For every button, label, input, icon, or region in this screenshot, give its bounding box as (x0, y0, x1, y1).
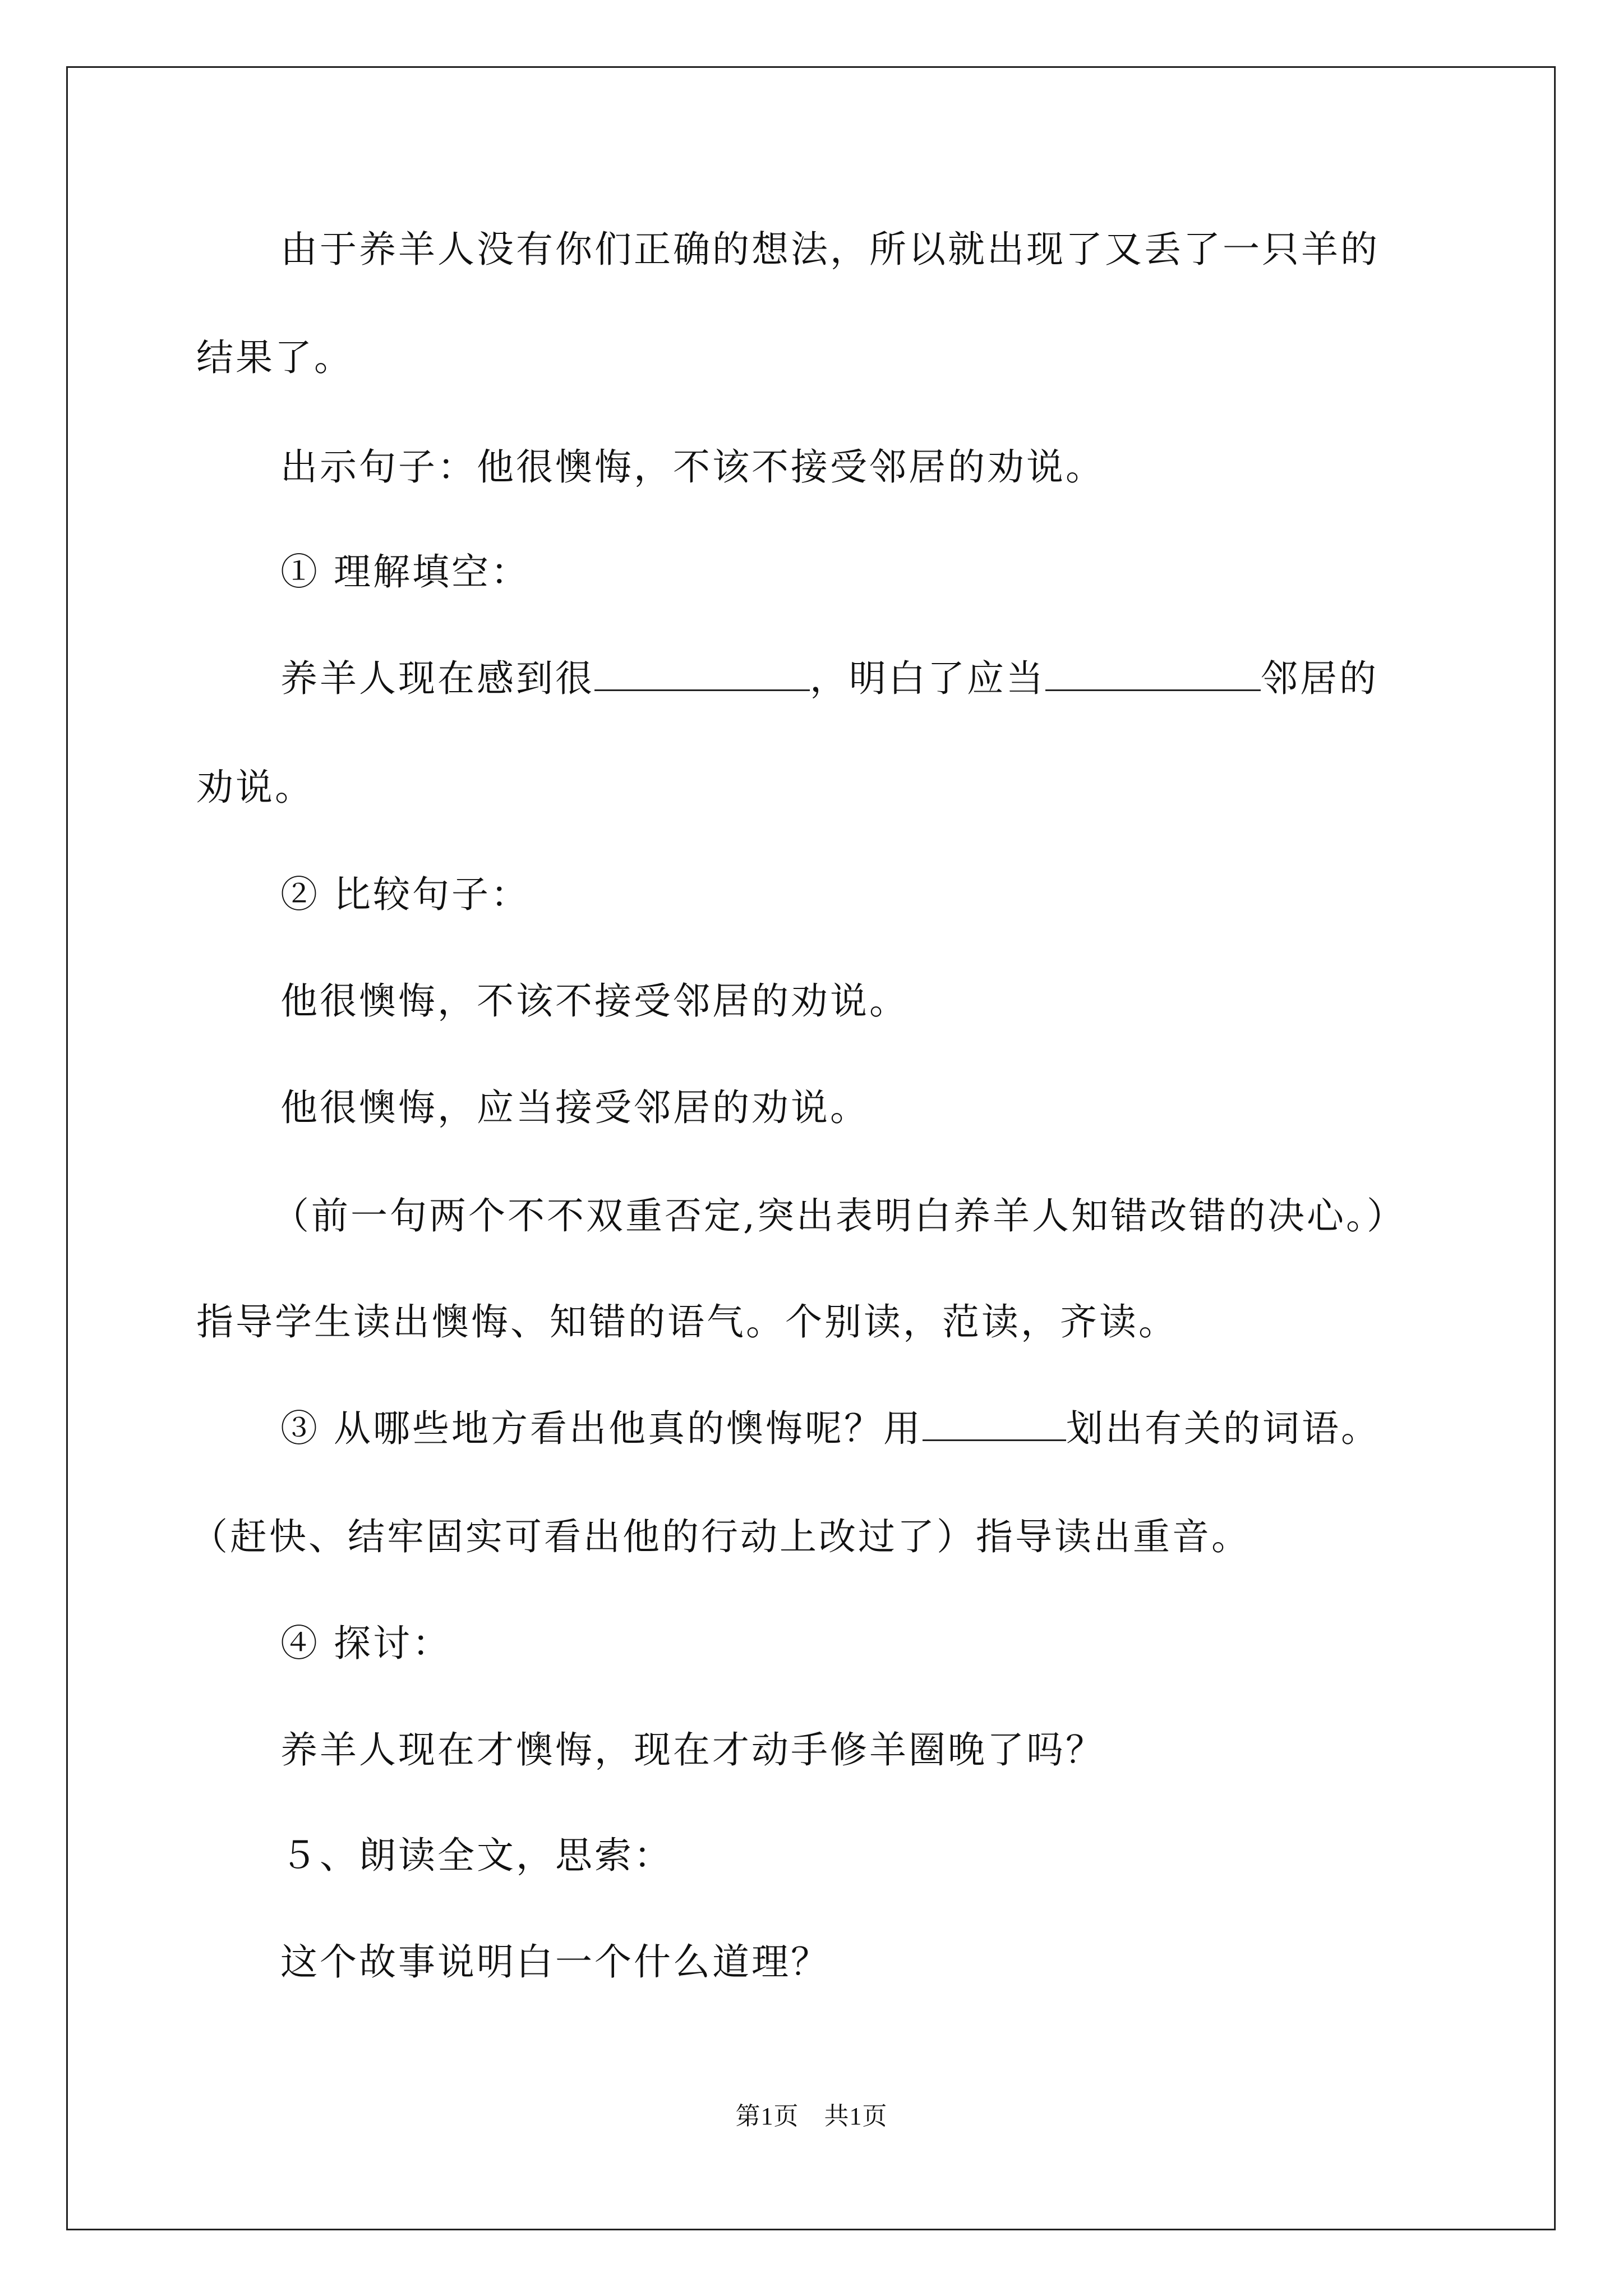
paragraph-line: 出示句子：他很懊悔，不该不接受邻居的劝说。 (280, 445, 1105, 489)
list-item-heading: ① 理解填空： (280, 550, 530, 593)
page-border (66, 66, 1556, 2230)
list-item-heading: ④ 探讨： (280, 1622, 451, 1665)
paragraph-line: 结果了。 (196, 336, 353, 379)
page-number-footer: 第1页 共1页 (735, 2102, 888, 2130)
fill-in-sentence (280, 656, 1378, 701)
paragraph-line: 他很懊悔，应当接受邻居的劝说。 (280, 1086, 869, 1129)
paragraph-line: 指导学生读出懊悔、知错的语气。个别读，范读，齐读。 (196, 1300, 1178, 1343)
sentence-part: 养羊人现在感到很 (280, 657, 594, 700)
sentence-part: 划出有关的词语。 (1066, 1407, 1380, 1450)
answer-blank (594, 657, 810, 691)
paragraph-line: 他很懊悔，不该不接受邻居的劝说。 (280, 979, 909, 1023)
paragraph-line: （前一句两个不不双重否定,突出表明白养羊人知错改错的决心。） (272, 1194, 1406, 1237)
list-item-heading: ② 比较句子： (280, 873, 530, 916)
paragraph-line: （赶快、结牢固实可看出他的行动上改过了）指导读出重音。 (191, 1515, 1251, 1558)
sentence-part: 邻居的 (1261, 657, 1378, 700)
list-item-heading: ５、朗读全文，思索： (280, 1834, 673, 1877)
sentence-part: ，明白了应当 (810, 657, 1045, 700)
paragraph-line: 这个故事说明白一个什么道理？ (280, 1940, 830, 1984)
fill-in-sentence (280, 1406, 1380, 1451)
paragraph-line: 养羊人现在才懊悔，现在才动手修羊圈晚了吗？ (280, 1728, 1105, 1772)
paragraph-line: 由于养羊人没有你们正确的想法，所以就出现了又丢了一只羊的 (280, 228, 1380, 271)
paragraph-line: 劝说。 (196, 766, 314, 809)
sentence-part: ③ 从哪些地方看出他真的懊悔呢？用 (280, 1407, 923, 1450)
answer-blank (1045, 657, 1261, 691)
answer-blank (923, 1407, 1066, 1441)
